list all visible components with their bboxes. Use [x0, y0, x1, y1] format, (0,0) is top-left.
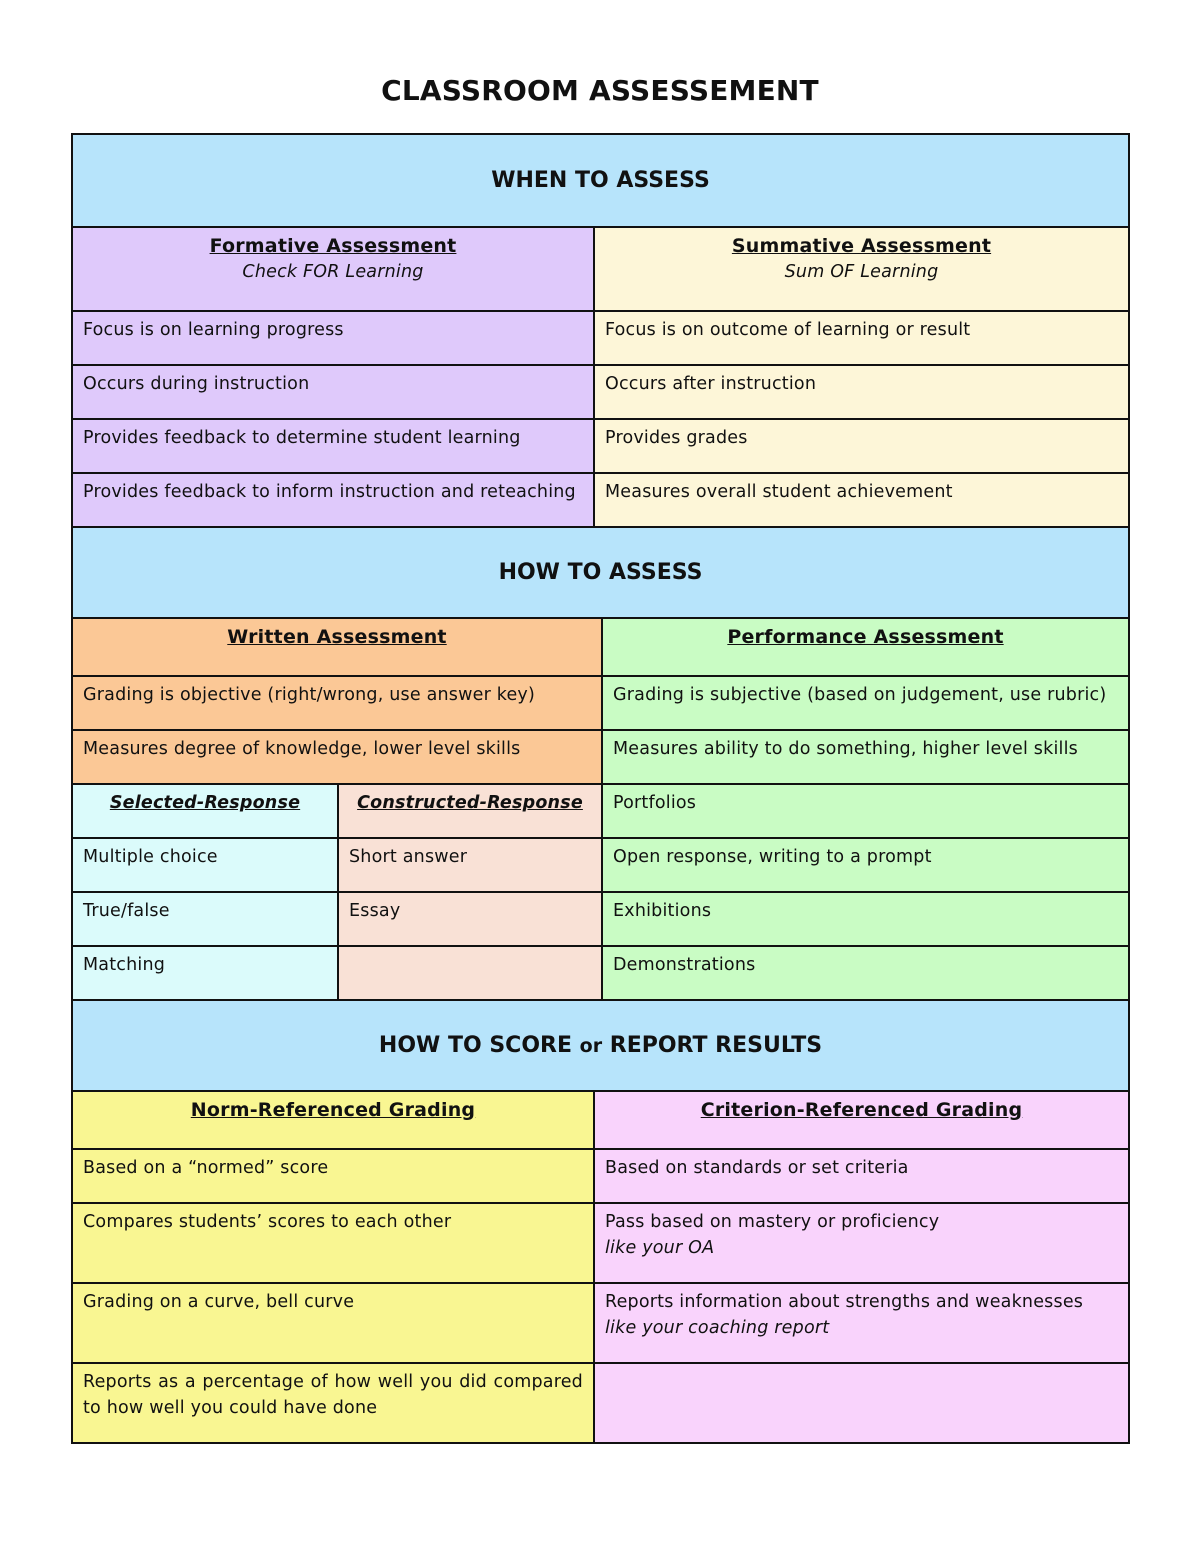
- selected-response-header: Selected-Response: [73, 785, 337, 837]
- table-row: [73, 1282, 1128, 1362]
- summative-subtitle: Sum OF Learning: [784, 262, 939, 282]
- performance-title: Performance Assessment: [727, 626, 1004, 648]
- when-heading-text: WHEN TO ASSESS: [491, 168, 710, 193]
- criterion-text: Pass based on mastery or proficiency: [605, 1212, 940, 1232]
- norm-referenced-cell: Compares students’ scores to each other: [73, 1204, 593, 1282]
- table-row: [73, 729, 1128, 783]
- summative-cell: Provides grades: [593, 420, 1128, 472]
- table-row: [73, 837, 1128, 891]
- table-row: [73, 1362, 1128, 1442]
- response-header-row: [73, 783, 1128, 837]
- document-title: CLASSROOM ASSESSEMENT: [381, 74, 819, 107]
- performance-cell: Demonstrations: [601, 947, 1128, 999]
- norm-referenced-cell: Based on a “normed” score: [73, 1150, 593, 1202]
- formative-header: [73, 228, 593, 310]
- written-title: Written Assessment: [227, 626, 447, 648]
- criterion-referenced-cell: [593, 1150, 1128, 1202]
- table-row: [73, 310, 1128, 364]
- when-header-row: [73, 226, 1128, 310]
- constructed-response-header: Constructed-Response: [337, 785, 601, 837]
- how-to-assess-heading: [73, 526, 1128, 617]
- score-heading-part-b: REPORT RESULTS: [602, 1033, 823, 1058]
- criterion-referenced-header: [593, 1092, 1128, 1148]
- score-heading-or: or: [579, 1035, 603, 1057]
- how-to-score-heading: [73, 999, 1128, 1090]
- performance-header: [601, 619, 1128, 675]
- formative-cell: Provides feedback to inform instruction and reteaching: [73, 474, 593, 526]
- selected-response-cell: True/false: [73, 893, 337, 945]
- written-header: [73, 619, 601, 675]
- table-row: [73, 891, 1128, 945]
- norm-referenced-cell: Grading on a curve, bell curve: [73, 1284, 593, 1362]
- selected-response-cell: Multiple choice: [73, 839, 337, 891]
- selected-response-cell: Matching: [73, 947, 337, 999]
- criterion-referenced-title: Criterion-Referenced Grading: [700, 1099, 1023, 1121]
- formative-subtitle: Check FOR Learning: [242, 262, 424, 282]
- criterion-note: like your OA: [605, 1238, 715, 1258]
- constructed-response-cell: Short answer: [337, 839, 601, 891]
- criterion-text: Based on standards or set criteria: [605, 1158, 909, 1178]
- constructed-response-cell: Essay: [337, 893, 601, 945]
- when-to-assess-heading: [73, 135, 1128, 226]
- performance-cell: Portfolios: [601, 785, 1128, 837]
- table-row: [73, 1148, 1128, 1202]
- summative-header: [593, 228, 1128, 310]
- assessment-table: [71, 133, 1130, 1444]
- score-heading-part-a: HOW TO SCORE: [378, 1033, 580, 1058]
- formative-title: Formative Assessment: [209, 235, 457, 257]
- summative-title: Summative Assessment: [731, 235, 992, 257]
- summative-cell: Occurs after instruction: [593, 366, 1128, 418]
- summative-cell: Measures overall student achievement: [593, 474, 1128, 526]
- score-header-row: [73, 1090, 1128, 1148]
- norm-referenced-cell: Reports as a percentage of how well you did compared to how well you could have done: [73, 1364, 593, 1442]
- formative-cell: Occurs during instruction: [73, 366, 593, 418]
- score-heading-text: [379, 1033, 822, 1058]
- written-cell: Grading is objective (right/wrong, use answer key): [73, 677, 601, 729]
- criterion-note: like your coaching report: [605, 1318, 830, 1338]
- written-cell: Measures degree of knowledge, lower level skills: [73, 731, 601, 783]
- summative-cell: Focus is on outcome of learning or result: [593, 312, 1128, 364]
- table-row: [73, 418, 1128, 472]
- performance-cell: Measures ability to do something, higher level skills: [601, 731, 1128, 783]
- norm-referenced-title: Norm-Referenced Grading: [190, 1099, 476, 1121]
- criterion-referenced-cell: [593, 1204, 1128, 1282]
- table-row: [73, 675, 1128, 729]
- performance-cell: Exhibitions: [601, 893, 1128, 945]
- criterion-text: Reports information about strengths and weaknesses: [605, 1292, 1084, 1312]
- formative-cell: Provides feedback to determine student learning: [73, 420, 593, 472]
- performance-cell: Open response, writing to a prompt: [601, 839, 1128, 891]
- how-heading-text: HOW TO ASSESS: [498, 560, 703, 585]
- norm-referenced-header: [73, 1092, 593, 1148]
- performance-cell: Grading is subjective (based on judgement, use rubric): [601, 677, 1128, 729]
- table-row: [73, 364, 1128, 418]
- how-header-row: [73, 617, 1128, 675]
- criterion-referenced-cell: [593, 1284, 1128, 1362]
- formative-cell: Focus is on learning progress: [73, 312, 593, 364]
- criterion-referenced-cell: [593, 1364, 1128, 1442]
- constructed-response-cell: [337, 947, 601, 999]
- table-row: [73, 472, 1128, 526]
- table-row: [73, 1202, 1128, 1282]
- table-row: [73, 945, 1128, 999]
